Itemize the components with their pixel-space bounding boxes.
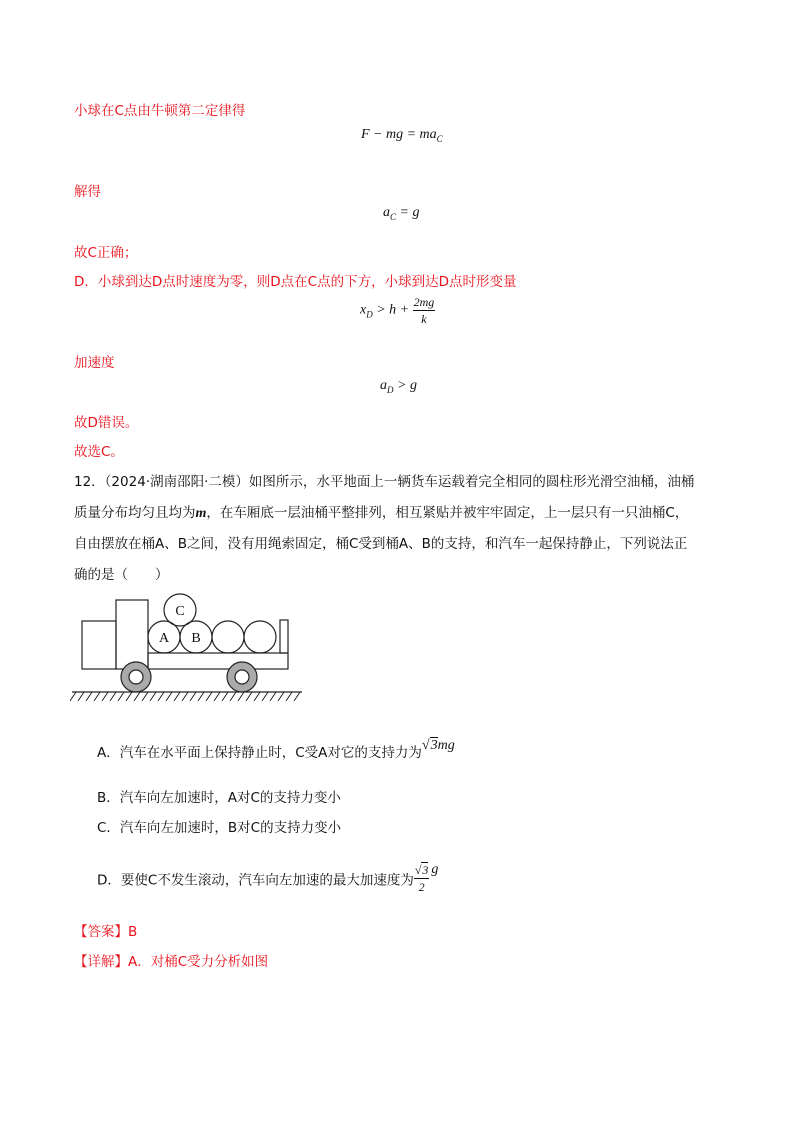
option-a bbox=[97, 738, 455, 762]
question-line-2b: ，在车厢底一层油桶平整排列，相互紧贴并被牢牢固定，上一层只有一只油桶C， bbox=[206, 505, 689, 521]
truck-figure bbox=[70, 593, 310, 705]
equation-newton-c-sub: C bbox=[436, 133, 443, 144]
answer-value: B bbox=[128, 924, 138, 940]
equation-ad-lhs: a bbox=[380, 378, 387, 393]
option-a-text: A．汽车在水平面上保持静止时，C受A对它的支持力为 bbox=[97, 745, 422, 761]
equation-ad-sub: D bbox=[387, 384, 394, 395]
label-c: C bbox=[175, 604, 185, 619]
barrel-3 bbox=[212, 621, 244, 653]
barrel-4 bbox=[244, 621, 276, 653]
question-line-2 bbox=[74, 501, 688, 522]
equation-ad-rhs: > g bbox=[393, 378, 417, 393]
option-d-root: 3 bbox=[422, 863, 429, 877]
sqrt-symbol-a: √ bbox=[421, 738, 430, 753]
equation-newton-c bbox=[361, 127, 443, 144]
equation-ac-lhs: a bbox=[383, 205, 390, 220]
solution-final-choice: 故选C。 bbox=[74, 444, 124, 460]
equation-xd-numerator: 2mg bbox=[413, 295, 435, 309]
equation-xd-lhs: x bbox=[360, 302, 367, 318]
question-line-4: 确的是（ ） bbox=[74, 567, 169, 583]
truck-cab bbox=[116, 600, 148, 669]
detail-text: A．对桶C受力分析如图 bbox=[128, 954, 269, 970]
wheel-rear bbox=[227, 662, 257, 692]
question-mass-symbol: m bbox=[195, 506, 207, 521]
solution-c-conclusion: 故C正确； bbox=[74, 245, 138, 261]
equation-xd bbox=[360, 296, 435, 325]
solution-d-text: D．小球到达D点时速度为零，则D点在C点的下方，小球到达D点时形变量 bbox=[74, 274, 517, 290]
solution-d-conclusion: 故D错误。 bbox=[74, 415, 139, 431]
question-line-1: 12．（2024·湖南邵阳·二模）如图所示，水平地面上一辆货车运载着完全相同的圆柱形光滑空油桶，油桶 bbox=[74, 474, 695, 490]
solution-c-solve-label: 解得 bbox=[74, 184, 101, 200]
option-d-fraction bbox=[414, 864, 430, 893]
equation-xd-mid: > h + bbox=[372, 302, 413, 318]
equation-ad bbox=[380, 378, 417, 395]
ground-hatching bbox=[70, 692, 300, 701]
equation-xd-sub: D bbox=[366, 309, 373, 320]
solution-c-intro: 小球在C点由牛顿第二定律得 bbox=[74, 103, 246, 119]
detail-label: 【详解】 bbox=[74, 954, 128, 970]
option-d-denominator: 2 bbox=[418, 880, 425, 894]
truck-bed bbox=[148, 653, 288, 669]
option-a-root: 3 bbox=[430, 738, 438, 753]
answer-label: 【答案】 bbox=[74, 924, 128, 940]
equation-ac-sub: C bbox=[390, 211, 397, 222]
sqrt-symbol-d: √ bbox=[414, 863, 422, 877]
equation-xd-fraction bbox=[413, 296, 436, 325]
detail bbox=[74, 950, 268, 970]
wheel-front bbox=[121, 662, 151, 692]
question-line-2a: 质量分布均匀且均为 bbox=[74, 505, 196, 521]
truck-cab-front bbox=[82, 621, 116, 669]
solution-d-accel-label: 加速度 bbox=[74, 355, 115, 371]
equation-xd-denominator: k bbox=[421, 312, 427, 326]
equation-ac bbox=[383, 205, 419, 222]
equation-newton-c-main: F − mg = ma bbox=[361, 127, 437, 142]
option-a-math bbox=[422, 738, 455, 753]
truck-tailgate bbox=[280, 620, 288, 653]
question-line-3: 自由摆放在桶A、B之间，没有用绳索固定，桶C受到桶A、B的支持，和汽车一起保持静止，下列说法正 bbox=[74, 536, 688, 552]
option-d-tail: g bbox=[431, 861, 439, 877]
label-b: B bbox=[191, 631, 201, 646]
answer bbox=[74, 920, 137, 940]
option-c: C．汽车向左加速时，B对C的支持力变小 bbox=[97, 820, 342, 836]
option-d bbox=[97, 861, 439, 895]
option-a-tail: mg bbox=[437, 738, 455, 753]
option-d-text: D．要使C不发生滚动，汽车向左加速的最大加速度为 bbox=[97, 872, 414, 889]
option-b: B．汽车向左加速时，A对C的支持力变小 bbox=[97, 790, 341, 806]
label-a: A bbox=[158, 631, 170, 646]
option-d-numerator bbox=[414, 864, 430, 879]
equation-ac-rhs: = g bbox=[396, 205, 420, 220]
